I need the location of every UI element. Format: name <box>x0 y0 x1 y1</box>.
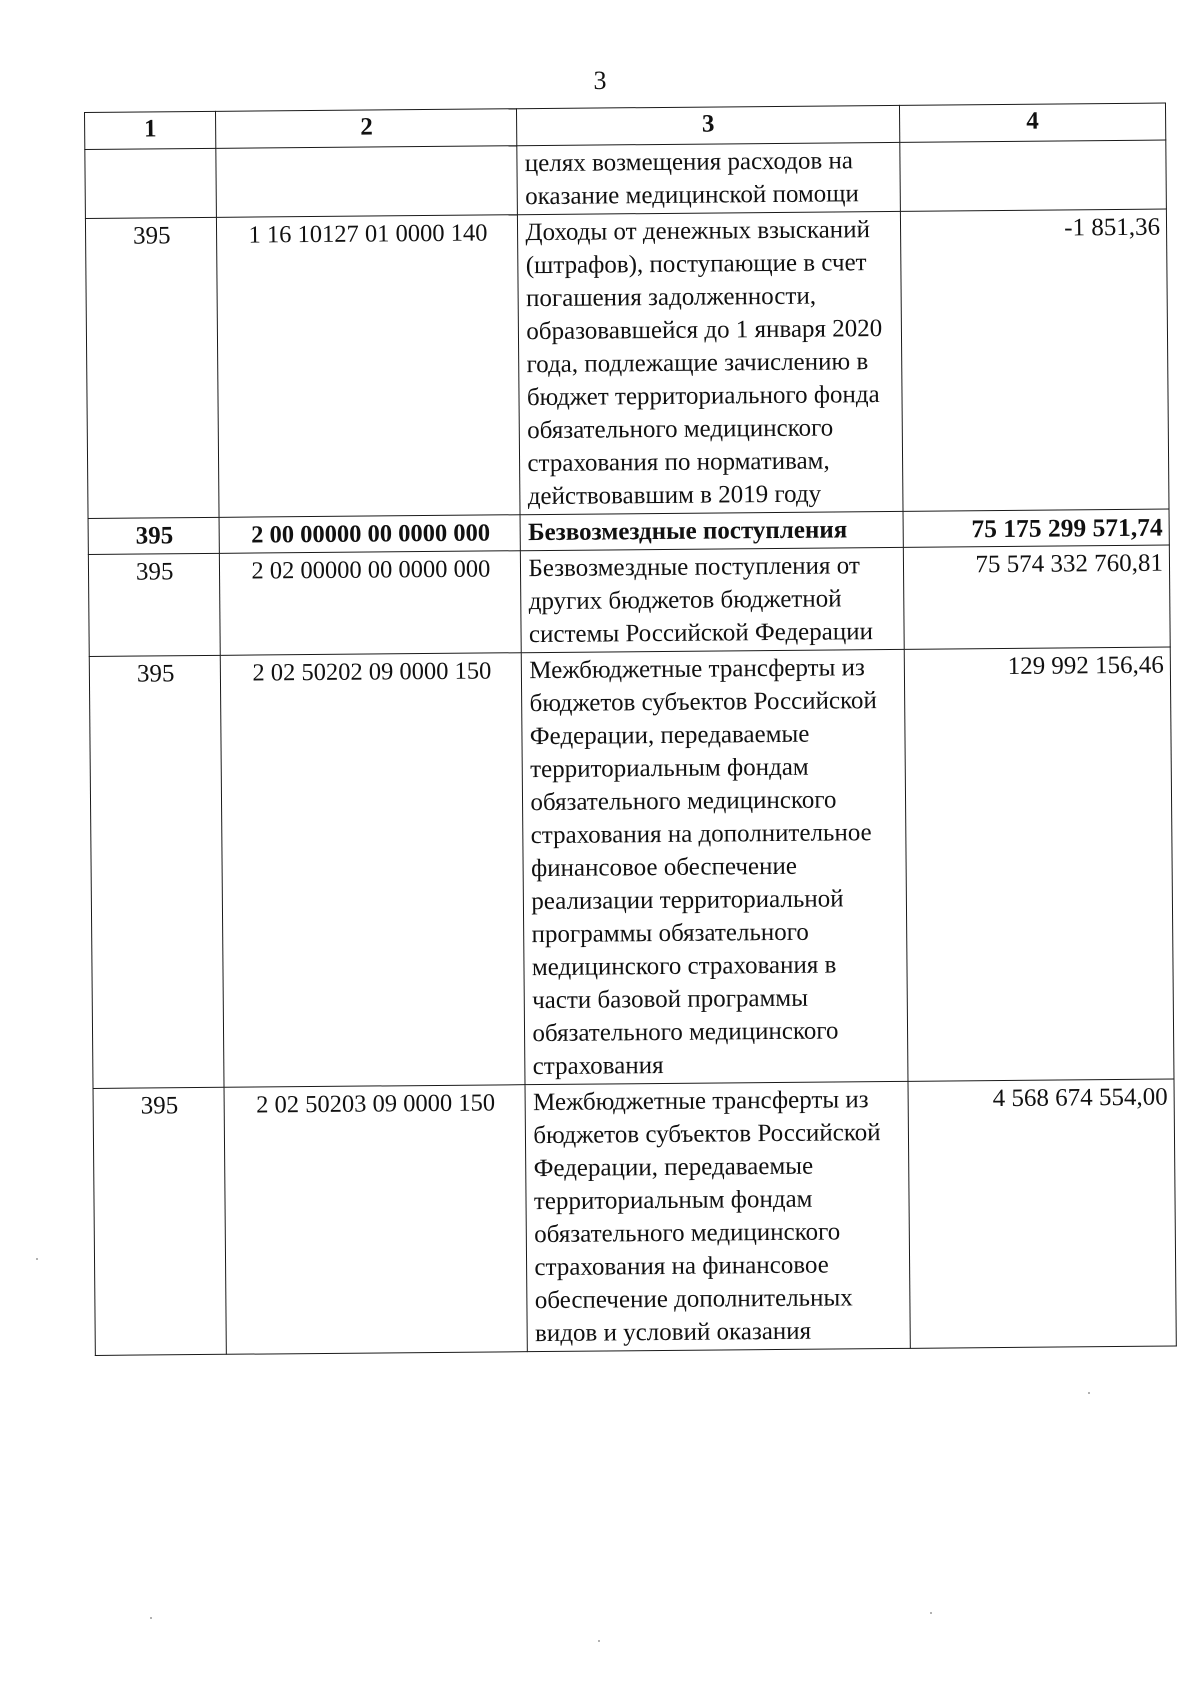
revenue-name-cell: целях возмещения расходов на оказание медицинской помощи <box>517 142 900 214</box>
table-row <box>85 209 1169 518</box>
kbk-code-cell: 1 16 10127 01 0000 140 <box>217 215 521 518</box>
table-row <box>89 647 1174 1088</box>
kbk-code-cell: 2 00 00000 00 0000 000 <box>219 515 520 554</box>
scan-speck <box>1088 1392 1090 1394</box>
page-number: 3 <box>593 66 607 95</box>
admin-code-cell: 395 <box>89 655 224 1088</box>
table-row <box>85 140 1167 218</box>
revenue-name-cell: Межбюджетные трансферты из бюджетов субъектов Российской Федерации, передаваемые территориальным фондам обязательного медицинского страхования на финансовое обеспечение дополнительных видов и условий оказания <box>525 1081 910 1351</box>
admin-code-cell: 395 <box>88 553 220 656</box>
revenue-name-cell: Доходы от денежных взысканий (штрафов), поступающие в счет погашения задолженности, образовавшейся до 1 января 2020 года, подлежащие зачислению в бюджет территориального фонда обязательного медицинского страхования по нормативам, действовавшим в 2019 году <box>518 211 903 514</box>
scan-speck <box>930 1612 932 1614</box>
admin-code-cell: 395 <box>85 217 219 518</box>
amount-cell: 129 992 156,46 <box>904 647 1174 1081</box>
amount-cell: -1 851,36 <box>900 209 1169 511</box>
kbk-code-cell: 2 02 00000 00 0000 000 <box>220 551 522 656</box>
column-header-1: 1 <box>85 111 217 149</box>
amount-cell: 75 175 299 571,74 <box>903 509 1169 547</box>
column-header-4: 4 <box>899 103 1166 142</box>
kbk-code-cell: 2 02 50203 09 0000 150 <box>224 1085 527 1355</box>
kbk-code-cell <box>216 146 518 218</box>
scan-speck <box>36 1258 38 1260</box>
table-body <box>85 140 1176 1355</box>
amount-cell <box>900 140 1167 211</box>
table-row <box>88 545 1170 656</box>
scan-speck <box>150 1617 152 1619</box>
amount-cell: 75 574 332 760,81 <box>903 545 1170 649</box>
scan-speck <box>598 1640 600 1642</box>
revenue-name-cell: Безвозмездные поступления <box>520 511 903 550</box>
column-header-2: 2 <box>216 109 517 149</box>
column-header-3: 3 <box>517 105 900 145</box>
amount-cell: 4 568 674 554,00 <box>908 1079 1177 1348</box>
admin-code-cell: 395 <box>93 1087 227 1355</box>
kbk-code-cell: 2 02 50202 09 0000 150 <box>221 653 526 1088</box>
table-row <box>93 1079 1176 1355</box>
budget-revenue-table <box>84 103 1177 1356</box>
revenue-name-cell: Безвозмездные поступления от других бюджетов бюджетной системы Российской Федерации <box>521 547 904 652</box>
revenue-name-cell: Межбюджетные трансферты из бюджетов субъектов Российской Федерации, передаваемые территориальным фондам обязательного медицинского страхования на дополнительное финансовое обеспечение реализации территориальной программы обязательного медицинского страхования в части базовой программы обязательного медицинского страхования <box>522 649 908 1084</box>
admin-code-cell: 395 <box>88 517 220 554</box>
admin-code-cell <box>85 148 217 218</box>
